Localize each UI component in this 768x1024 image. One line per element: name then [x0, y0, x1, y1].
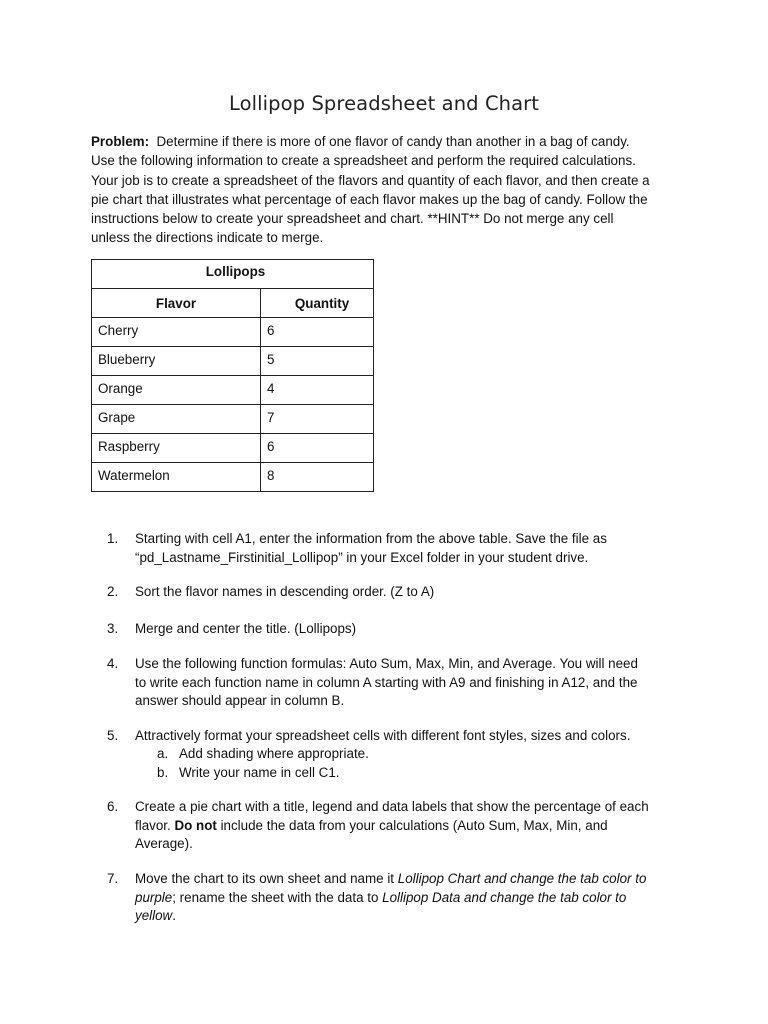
problem-line-3: Your job is to create a spreadsheet of the flavors and quantity of each flavor, and then create a: [91, 172, 650, 188]
quantity-cell: 6: [261, 434, 374, 463]
step-body: [135, 798, 695, 854]
step-body: [135, 530, 695, 567]
step-number: 5.: [107, 728, 119, 743]
italic-text: yellow: [135, 908, 173, 923]
problem-line-1: [91, 132, 691, 151]
step-number: 4.: [107, 656, 119, 671]
problem-line-4: pie chart that illustrates what percentage of each flavor makes up the bag of candy. Follow the: [91, 191, 648, 207]
flavor-cell: Grape: [92, 405, 261, 434]
step-number: 3.: [107, 621, 119, 636]
step-text: flavor.: [135, 817, 175, 833]
page-title: Lollipop Spreadsheet and Chart: [228, 92, 540, 115]
step-number: 7.: [107, 871, 119, 886]
flavor-cell: Blueberry: [92, 347, 261, 376]
step-text-line: [135, 817, 695, 836]
step-text-line: [135, 889, 695, 908]
step-number: 1.: [107, 531, 119, 546]
step-text: ; rename the sheet with the data to: [172, 889, 383, 905]
italic-text: purple: [135, 889, 173, 905]
italic-text: Lollipop Chart and change the tab color to: [397, 871, 647, 886]
table-header-row: [92, 289, 374, 318]
flavor-cell: Raspberry: [92, 434, 261, 463]
problem-line-6: unless the directions indicate to merge.: [91, 230, 324, 246]
sub-step-text: Add shading where appropriate.: [179, 746, 369, 761]
step-text-line: Attractively format your spreadsheet cells with different font styles, sizes and colors.: [135, 728, 631, 743]
table-row: [92, 434, 374, 463]
header-flavor: Flavor: [92, 289, 261, 318]
step-text-line: Merge and center the title. (Lollipops): [135, 621, 357, 636]
italic-text: Lollipop Data and change the tab color to: [382, 889, 627, 905]
quantity-cell: 8: [261, 463, 374, 492]
table-row: [92, 318, 374, 347]
table-row: [92, 376, 374, 405]
quantity-cell: 5: [261, 347, 374, 376]
problem-line-2: Use the following information to create a spreadsheet and perform the required calculations.: [91, 153, 636, 169]
step-text: .: [172, 908, 176, 923]
table-row: [92, 463, 374, 492]
sub-step-letter: b.: [157, 765, 169, 780]
problem-text: Determine if there is more of one flavor of candy than another in a bag of candy.: [156, 134, 630, 149]
table-row: [92, 347, 374, 376]
step-number: 6.: [107, 799, 119, 814]
step-number: 2.: [107, 584, 119, 599]
quantity-cell: 6: [261, 318, 374, 347]
step-text-line: to write each function name in column A starting with A9 and finishing in A12, and the: [135, 674, 638, 690]
step-text-line: [135, 907, 695, 926]
step-text-line: Use the following function formulas: Auto Sum, Max, Min, and Average. You will need: [135, 656, 638, 671]
flavor-cell: Cherry: [92, 318, 261, 347]
step-text-line: Sort the flavor names in descending order. (Z to A): [135, 584, 435, 599]
step-text-line: Average).: [135, 836, 193, 851]
step-body: [135, 583, 695, 602]
quantity-cell: 7: [261, 405, 374, 434]
emphasis-do-not: Do not: [174, 817, 217, 833]
sub-step-letter: a.: [157, 746, 169, 761]
step-text-line: answer should appear in column B.: [135, 693, 345, 708]
step-text-line: Create a pie chart with a title, legend and data labels that show the percentage of each: [135, 799, 649, 814]
header-quantity: Quantity: [261, 289, 374, 318]
step-body: [135, 727, 695, 746]
problem-paragraph: [91, 132, 691, 248]
sub-step-text: Write your name in cell C1.: [179, 765, 340, 780]
step-body: [135, 655, 695, 711]
table-caption-row: [92, 260, 374, 289]
step-text: Move the chart to its own sheet and name it: [135, 871, 398, 886]
table-row: [92, 405, 374, 434]
step-body: [135, 620, 695, 639]
step-text-line: “pd_Lastname_Firstinitial_Lollipop” in your Excel folder in your student drive.: [135, 549, 589, 565]
problem-label: Problem:: [91, 134, 150, 149]
lollipops-table: [91, 259, 374, 492]
problem-line-5: instructions below to create your spreadsheet and chart. **HINT** Do not merge any cell: [91, 211, 614, 227]
table-caption: Lollipops: [92, 260, 374, 289]
step-text-line: [135, 870, 695, 889]
step-text: include the data from your calculations (Auto Sum, Max, Min, and: [216, 817, 608, 833]
flavor-cell: Orange: [92, 376, 261, 405]
quantity-cell: 4: [261, 376, 374, 405]
step-body: [135, 870, 695, 926]
step-text-line: Starting with cell A1, enter the information from the above table. Save the file as: [135, 531, 607, 546]
flavor-cell: Watermelon: [92, 463, 261, 492]
